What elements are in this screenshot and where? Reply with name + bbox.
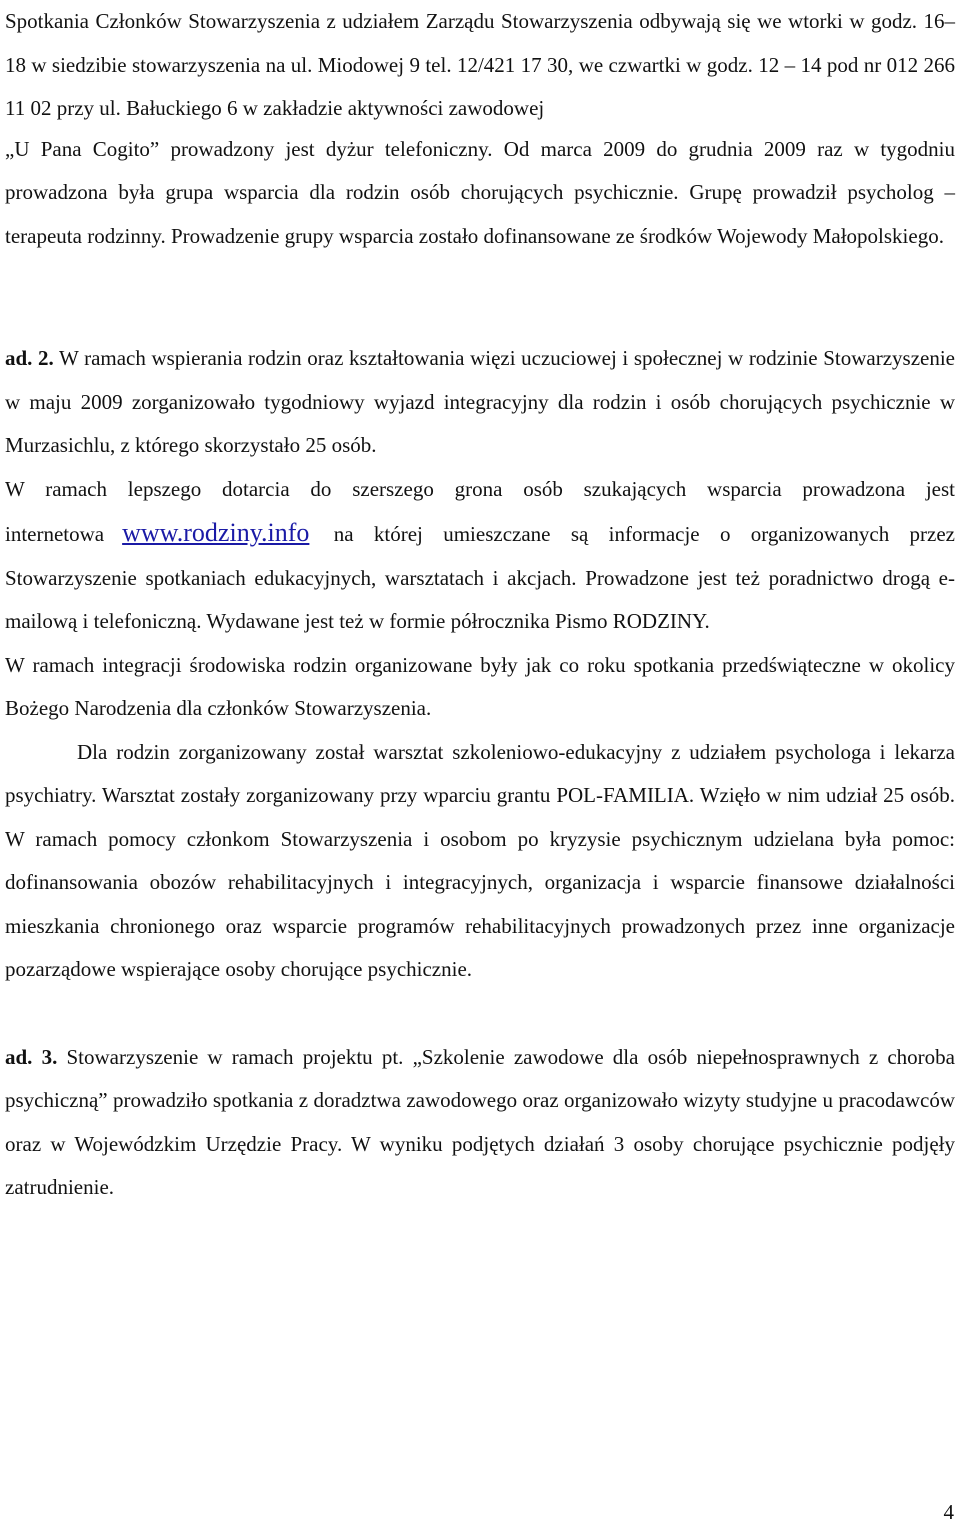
paragraph-ad3-text: Stowarzyszenie w ramach projektu pt. „Szkolenie zawodowe dla osób niepełnosprawnych z choroba psychiczną” prowadziło spotkania z doradztwa zawodowego oraz organizowało wizyty studyjne u pracodawców oraz w Wojewódzkim Urzędzie Pracy. W wyniku podjętych działań 3 osoby chorujące psychicznie podjęły zatrudnienie. (5, 1044, 955, 1199)
paragraph-website (5, 468, 955, 644)
paragraph-ad2 (5, 337, 955, 468)
website-link[interactable]: www.rodziny.info (122, 518, 310, 547)
section-label-ad2: ad. 2. (5, 346, 54, 370)
paragraph-christmas: W ramach integracji środowiska rodzin organizowane były jak co roku spotkania przedświąteczne w okolicy Bożego Narodzenia dla członków Stowarzyszenia. (5, 652, 955, 720)
paragraph-phone-support: „U Pana Cogito” prowadzony jest dyżur telefoniczny. Od marca 2009 do grudnia 2009 raz w tygodniu prowadzona była grupa wsparcia dla rodzin osób chorujących psychicznie. Grupę prowadził psycholog – terapeuta rodzinny. Prowadzenie grupy wsparcia zostało dofinansowane ze środków Wojewody Małopolskiego. (5, 136, 955, 248)
paragraph-website-before: W ramach lepszego dotarcia do szerszego grona osób szukających wsparcia prowadzona jest internetowa (5, 476, 955, 546)
paragraph-workshop: Dla rodzin zorganizowany został warsztat szkoleniowo-edukacyjny z udziałem psychologa i lekarza psychiatry. Warsztat zostały zorganizowany przy wparciu grantu POL-FAMILIA. Wzięło w nim udział 25 osób. W ramach pomocy członkom Stowarzyszenia i osobom po kryzysie psychicznym udzielana była pomoc: dofinansowania obozów rehabilitacyjnych i integracyjnych, organizacja i wsparcie finansowe działalności mieszkania chronionego oraz wsparcie programów rehabilitacyjnych prowadzonych przez inne organizacje pozarządowe wspierające osoby chorujące psychicznie. (5, 739, 955, 981)
paragraph-website-after: na której umieszczane są informacje o organizowanych przez Stowarzyszenie spotkaniach edukacyjnych, warsztatach i akcjach. Prowadzone jest też poradnictwo drogą e-mailową i telefoniczną. Wydawane jest też w formie półrocznika Pismo RODZINY. (5, 522, 955, 633)
section-label-ad3: ad. 3. (5, 1044, 58, 1069)
paragraph-meetings: Spotkania Członków Stowarzyszenia z udziałem Zarządu Stowarzyszenia odbywają się we wtorki w godz. 16–18 w siedzibie stowarzyszenia na ul. Miodowej 9 tel. 12/421 17 30, we czwartki w godz. 12 – 14 pod nr 012 266 11 02 przy ul. Bałuckiego 6 w zakładzie aktywności zawodowej (5, 9, 955, 120)
page-number: 4 (943, 1500, 954, 1524)
document-page (5, 0, 955, 1210)
paragraph-ad2-text: W ramach wspierania rodzin oraz kształtowania więzi uczuciowej i społecznej w rodzinie Stowarzyszenie w maju 2009 zorganizowało tygodniowy wyjazd integracyjny dla rodzin i osób chorujących psychicznie w Murzasichlu, z którego skorzystało 25 osób. (5, 346, 956, 457)
paragraph-ad3 (5, 1036, 955, 1210)
